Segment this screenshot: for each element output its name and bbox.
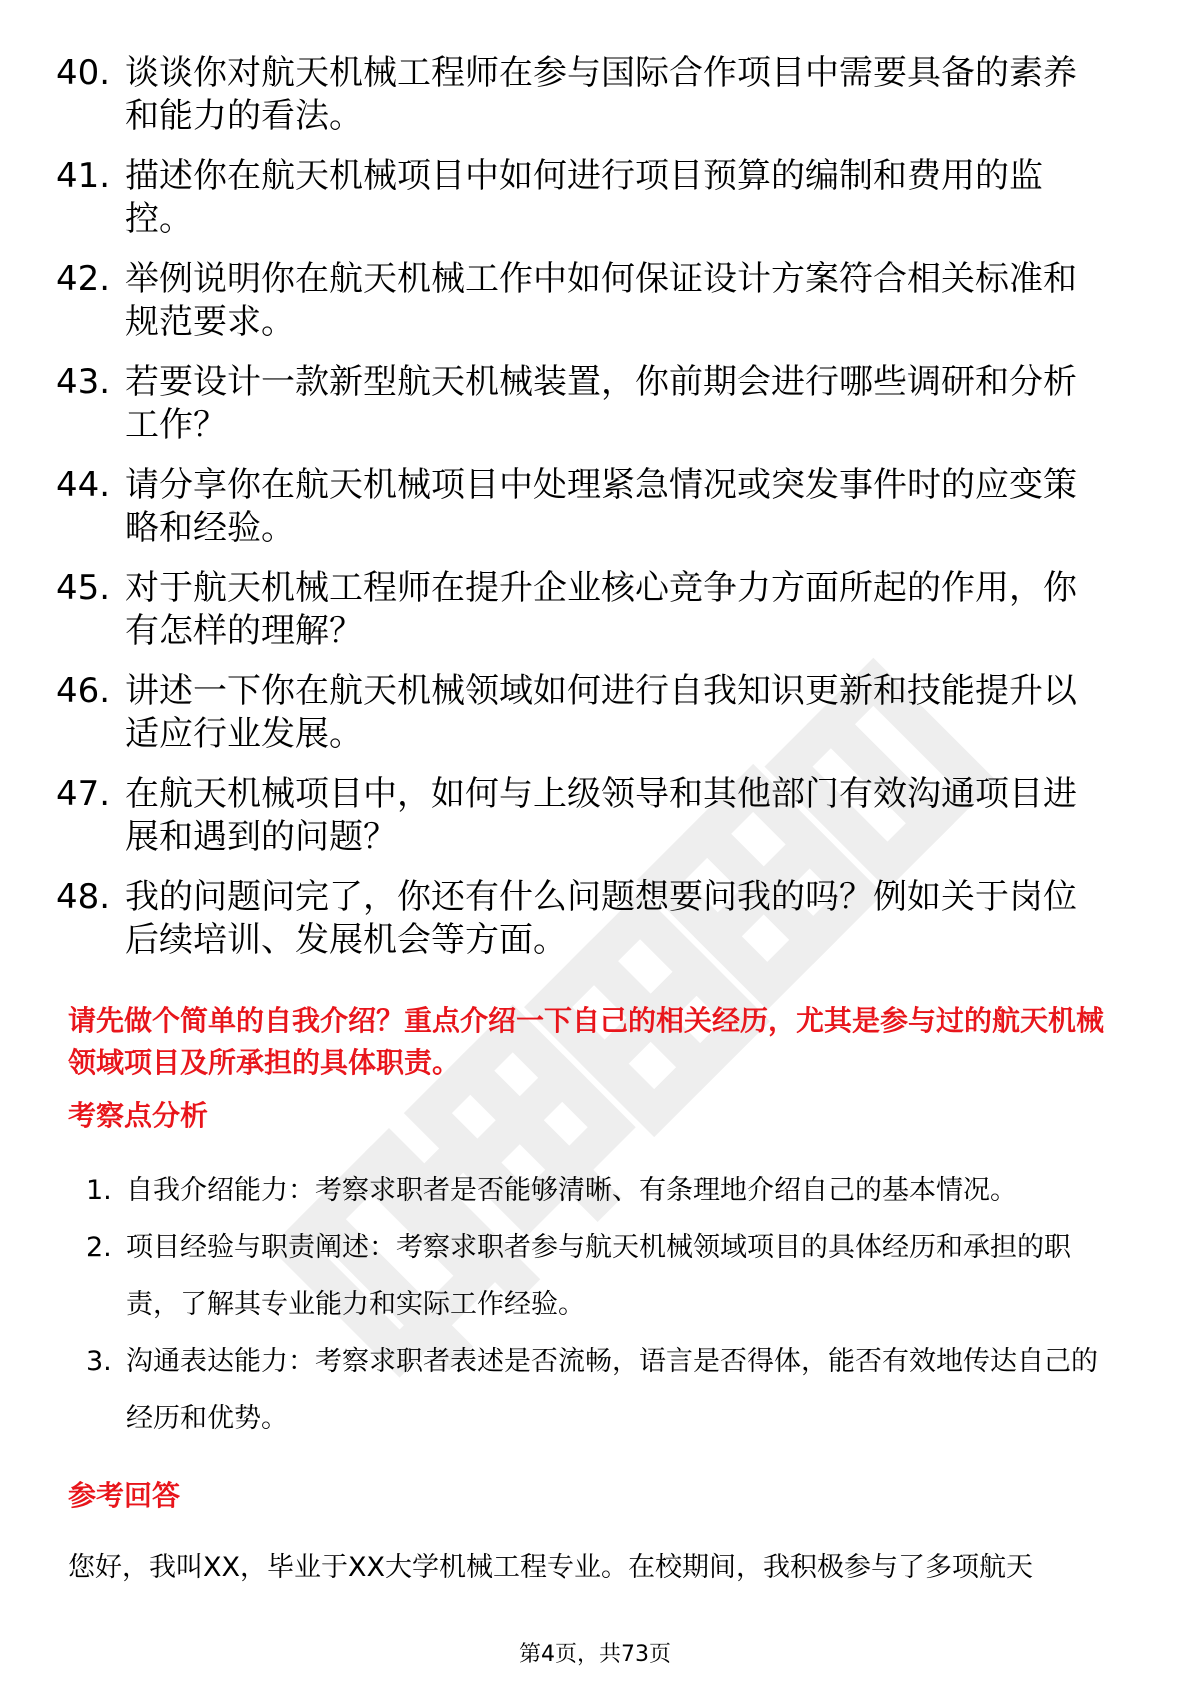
analysis-heading: 考察点分析 [68, 1099, 209, 1132]
analysis-number: 3. [86, 1346, 112, 1377]
page-footer: 第4页，共73页 [519, 1642, 671, 1667]
answer-heading: 参考回答 [68, 1479, 181, 1512]
question-number: 43. [56, 362, 111, 402]
question-text: 对于航天机械工程师在提升企业核心竞争力方面所起的作用，你有怎样的理解？ [125, 568, 1077, 651]
question-item [0, 876, 1190, 962]
analysis-text: 自我介绍能力：考察求职者是否能够清晰、有条理地介绍自己的基本情况。 [126, 1175, 1017, 1206]
question-number: 46. [56, 671, 111, 711]
analysis-item [0, 1333, 1190, 1447]
question-text: 谈谈你对航天机械工程师在参与国际合作项目中需要具备的素养和能力的看法。 [125, 53, 1077, 136]
question-number: 45. [56, 568, 111, 608]
question-text: 讲述一下你在航天机械领域如何进行自我知识更新和技能提升以适应行业发展。 [125, 671, 1077, 754]
question-text: 举例说明你在航天机械工作中如何保证设计方案符合相关标准和规范要求。 [125, 259, 1077, 342]
question-item [0, 361, 1190, 447]
analysis-item [0, 1219, 1190, 1333]
question-item [0, 155, 1190, 241]
question-text: 我的问题问完了，你还有什么问题想要问我的吗？例如关于岗位后续培训、发展机会等方面。 [125, 877, 1077, 960]
question-item [0, 773, 1190, 859]
analysis-list [0, 1162, 1190, 1447]
question-list [0, 52, 1190, 979]
question-item [0, 464, 1190, 550]
question-number: 42. [56, 259, 111, 299]
highlight-question: 请先做个简单的自我介绍？重点介绍一下自己的相关经历，尤其是参与过的航天机械领域项目及所承担的具体职责。 [68, 1004, 1105, 1079]
question-text: 在航天机械项目中，如何与上级领导和其他部门有效沟通项目进展和遇到的问题？ [125, 774, 1077, 857]
analysis-item [0, 1162, 1190, 1219]
question-number: 40. [56, 53, 111, 93]
question-number: 41. [56, 156, 111, 196]
analysis-number: 1. [86, 1175, 112, 1206]
question-text: 描述你在航天机械项目中如何进行项目预算的编制和费用的监控。 [125, 156, 1043, 239]
question-item [0, 258, 1190, 344]
analysis-number: 2. [86, 1232, 112, 1263]
analysis-text: 沟通表达能力：考察求职者表述是否流畅，语言是否得体，能否有效地传达自己的经历和优势。 [126, 1346, 1098, 1434]
question-item [0, 670, 1190, 756]
question-number: 48. [56, 877, 111, 917]
analysis-text: 项目经验与职责阐述：考察求职者参与航天机械领域项目的具体经历和承担的职责，了解其专业能力和实际工作经验。 [126, 1232, 1071, 1320]
question-number: 47. [56, 774, 111, 814]
question-text: 请分享你在航天机械项目中处理紧急情况或突发事件时的应变策略和经验。 [125, 465, 1077, 548]
question-item [0, 567, 1190, 653]
question-text: 若要设计一款新型航天机械装置，你前期会进行哪些调研和分析工作？ [125, 362, 1077, 445]
question-number: 44. [56, 465, 111, 505]
question-item [0, 52, 1190, 138]
answer-text: 您好，我叫XX，毕业于XX大学机械工程专业。在校期间，我积极参与了多项航天 [68, 1552, 1033, 1583]
